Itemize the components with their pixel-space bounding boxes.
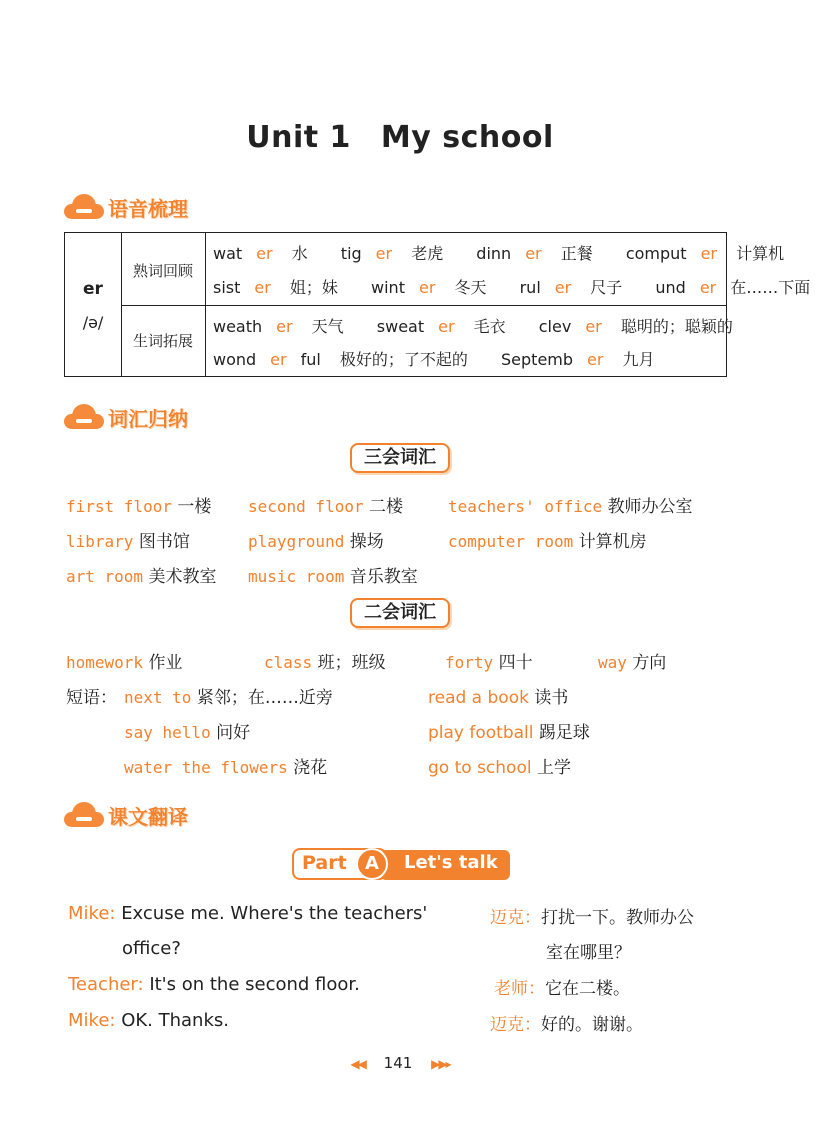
dialogue-line: Mike: OK. Thanks. (68, 1010, 229, 1031)
tag-three-level: 三会词汇 (350, 443, 450, 473)
page-title: Unit 1 My school (246, 120, 554, 155)
tag-two-level: 二会词汇 (350, 598, 450, 628)
phrase-item: say hello 问好 (124, 723, 251, 743)
word-item: weath er 天气 (213, 317, 344, 336)
cloud-icon (64, 802, 104, 828)
vocab-item: homework 作业 (66, 653, 183, 673)
word-line (213, 241, 812, 264)
phrases-label: 短语： (66, 688, 117, 708)
word-item: sweat er 毛衣 (376, 317, 506, 336)
dialogue-translation: 迈克：打扰一下。教师办公 (490, 908, 694, 928)
vocab-item: class 班；班级 (264, 653, 386, 673)
vocab-item: library 图书馆 (66, 532, 190, 552)
row-type: 熟词回顾 (132, 262, 193, 280)
word-item: clev er 聪明的；聪颖的 (538, 317, 733, 336)
dialogue-translation: 老师：它在二楼。 (494, 979, 630, 999)
page-number: ◀◀ 141 ▶▶▸ (350, 1054, 450, 1072)
dialogue-line-cont: office? (122, 938, 181, 959)
phonics-letters: er (83, 279, 103, 299)
phrase-item: go to school 上学 (428, 758, 571, 778)
part-name: Let's talk (404, 852, 498, 873)
phonics-table (64, 232, 811, 377)
section-title: 语音梳理 (108, 196, 188, 221)
vocab-item: playground 操场 (248, 532, 384, 552)
vocab-item: first floor 一楼 (66, 497, 212, 517)
part-a-badge (292, 848, 510, 882)
word-line (213, 314, 761, 337)
vocab-item: way 方向 (598, 653, 667, 673)
vocab-item: forty 四十 (445, 653, 533, 673)
phrase-item: play football 踢足球 (428, 723, 590, 743)
right-arrows-icon: ▶▶▸ (431, 1057, 450, 1071)
vocab-item: second floor 二楼 (248, 497, 403, 517)
cloud-icon (64, 194, 104, 220)
vocab-item: computer room 计算机房 (448, 532, 647, 552)
part-letter: A (356, 848, 388, 880)
word-item: sist er 姐；妹 (213, 278, 338, 297)
dialogue-line: Mike: Excuse me. Where's the teachers' (68, 903, 428, 924)
left-arrows-icon: ◀◀ (350, 1057, 365, 1071)
section-header-vocabulary (64, 400, 188, 434)
word-item: tig er 老虎 (340, 244, 444, 263)
vocab-item: art room 美术教室 (66, 567, 217, 587)
word-item: dinn er 正餐 (476, 244, 593, 263)
word-line (213, 347, 683, 370)
section-title: 课文翻译 (108, 804, 188, 829)
word-item: wond er ful 极好的；了不起的 (213, 350, 468, 369)
row-type: 生词拓展 (132, 332, 193, 350)
section-title: 词汇归纳 (108, 406, 188, 431)
phrase-item: read a book 读书 (428, 688, 569, 708)
word-item: und er 在……下面 (655, 278, 811, 297)
phonics-ipa: /ə/ (82, 313, 104, 332)
word-line (213, 275, 838, 298)
phrase-item: next to 紧邻；在……近旁 (124, 688, 333, 708)
cloud-icon (64, 404, 104, 430)
section-header-translation (64, 798, 188, 832)
dialogue-translation: 迈克：好的。谢谢。 (490, 1015, 643, 1035)
vocab-item: teachers' office 教师办公室 (448, 497, 693, 517)
dialogue-line: Teacher: It's on the second floor. (68, 974, 360, 995)
word-item: comput er 计算机 (625, 244, 785, 263)
phrase-item: water the flowers 浇花 (124, 758, 328, 778)
word-item: wint er 冬天 (371, 278, 487, 297)
word-item: Septemb er 九月 (501, 350, 655, 369)
word-item: wat er 水 (213, 244, 308, 263)
word-item: rul er 尺子 (519, 278, 623, 297)
vocab-item: music room 音乐教室 (248, 567, 418, 587)
part-label: Part (302, 852, 347, 874)
section-header-phonics (64, 190, 188, 224)
dialogue-translation-cont: 室在哪里？ (546, 943, 631, 963)
